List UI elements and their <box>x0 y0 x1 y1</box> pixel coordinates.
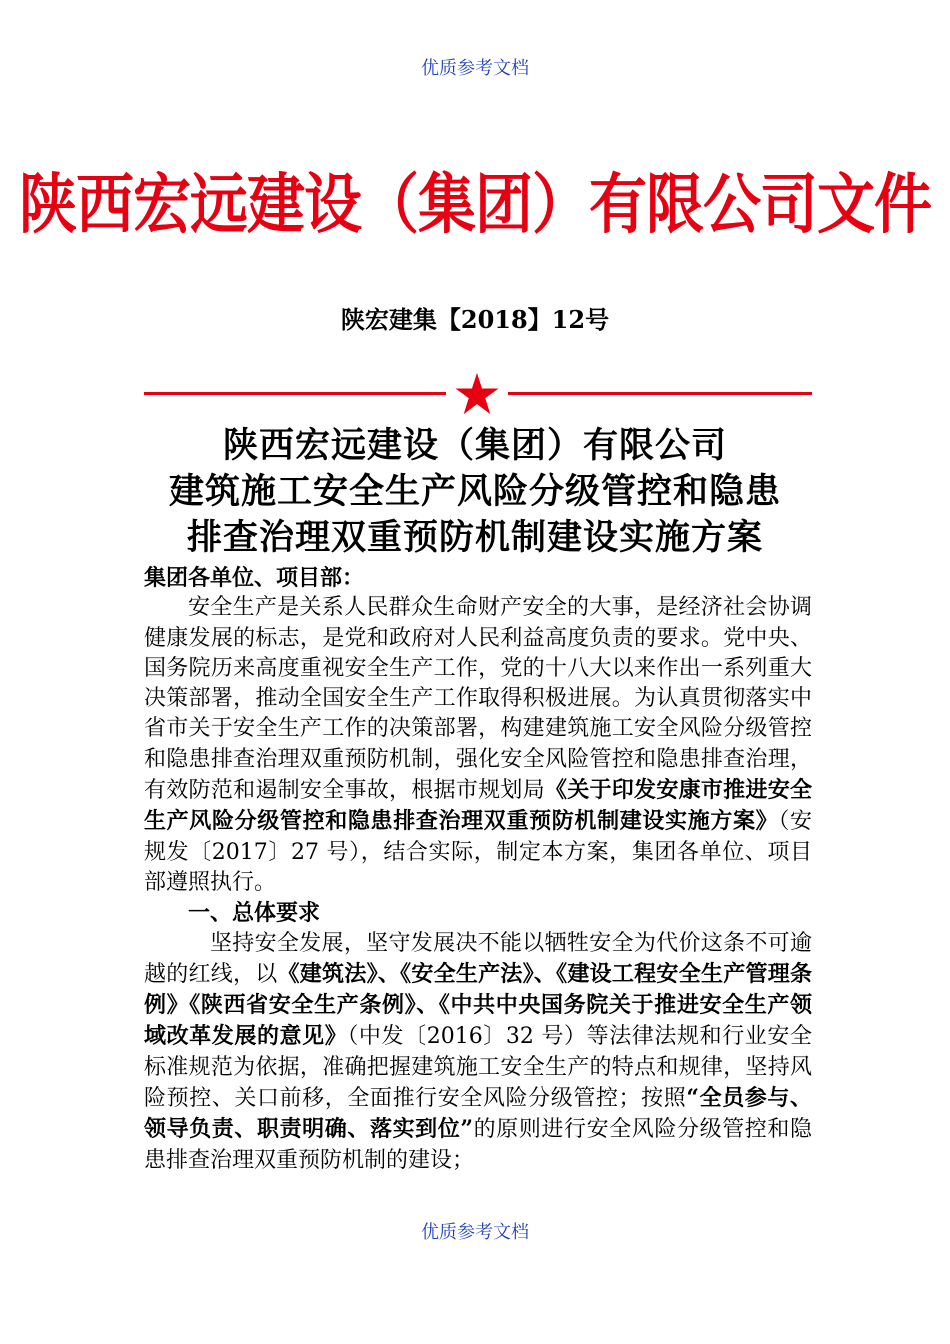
document-header-title: 陕西宏远建设（集团）有限公司文件 <box>18 165 931 243</box>
paragraph-2-bold-principle: “全员参与、领导负责、职责明确、落实到位” <box>144 1085 812 1143</box>
paragraph-1-text-b: （安规发〔2017〕27 号），结合实际，制定本方案，集团各单位、项目部遵照执行。 <box>144 809 812 895</box>
divider-line-left <box>144 392 446 395</box>
salutation: 集团各单位、项目部： <box>144 565 365 591</box>
star-icon <box>454 372 500 416</box>
watermark-top: 优质参考文档 <box>421 58 529 79</box>
paragraph-2 <box>144 929 812 1176</box>
document-body <box>144 563 812 1176</box>
doc-title-line-3: 排查治理双重预防机制建设实施方案 <box>186 517 763 558</box>
red-divider <box>144 374 812 414</box>
paragraph-2-text-a: 坚持安全发展，坚守发展决不能以牺牲安全为代价这条不可逾越的红线，以 <box>144 930 812 987</box>
doc-title-line-2: 建筑施工安全生产风险分级管控和隐患 <box>168 471 781 512</box>
paragraph-1-text-a: 安全生产是关系人民群众生命财产安全的大事，是经济社会协调健康发展的标志，是党和政府对人民利益高度负责的要求。党中央、国务院历来高度重视安全生产工作，党的十八大以来作出一系列重大决策部署，推动全国安全生产工作取得积极进展。为认真贯彻落实中省市关于安全生产工作的决策部署，构建建筑施工安全风险分级管控和隐患排查治理双重预防机制，强化安全风险管控和隐患排查治理，有效防范和遏制安全事故，根据市规划局 <box>144 595 812 804</box>
divider-line-right <box>508 392 812 395</box>
paragraph-2-text-c: 的原则进行安全风险分级管控和隐患排查治理双重预防机制的建设； <box>144 1117 812 1173</box>
watermark-bottom: 优质参考文档 <box>421 1222 529 1243</box>
section-1-heading: 一、总体要求 <box>188 900 321 927</box>
document-number: 陕宏建集【2018】12号 <box>340 305 610 334</box>
doc-title-line-1: 陕西宏远建设（集团）有限公司 <box>222 425 727 466</box>
paragraph-2-bold-laws: 《建筑法》、《安全生产法》、《建设工程安全生产管理条例》《陕西省安全生产条例》、《中共中央国务院关于推进安全生产领域改革发展的意见》 <box>144 960 812 1050</box>
paragraph-1 <box>144 593 812 898</box>
paragraph-1-bold-reference: 《关于印发安康市推进安全生产风险分级管控和隐患排查治理双重预防机制建设实施方案》 <box>144 777 812 835</box>
paragraph-2-text-b: （中发〔2016〕32 号）等法律法规和行业安全标准规范为依据，准确把握建筑施工安全生产的特点和规律，坚持风险预控、关口前移，全面推行安全风险分级管控；按照 <box>144 1024 812 1112</box>
